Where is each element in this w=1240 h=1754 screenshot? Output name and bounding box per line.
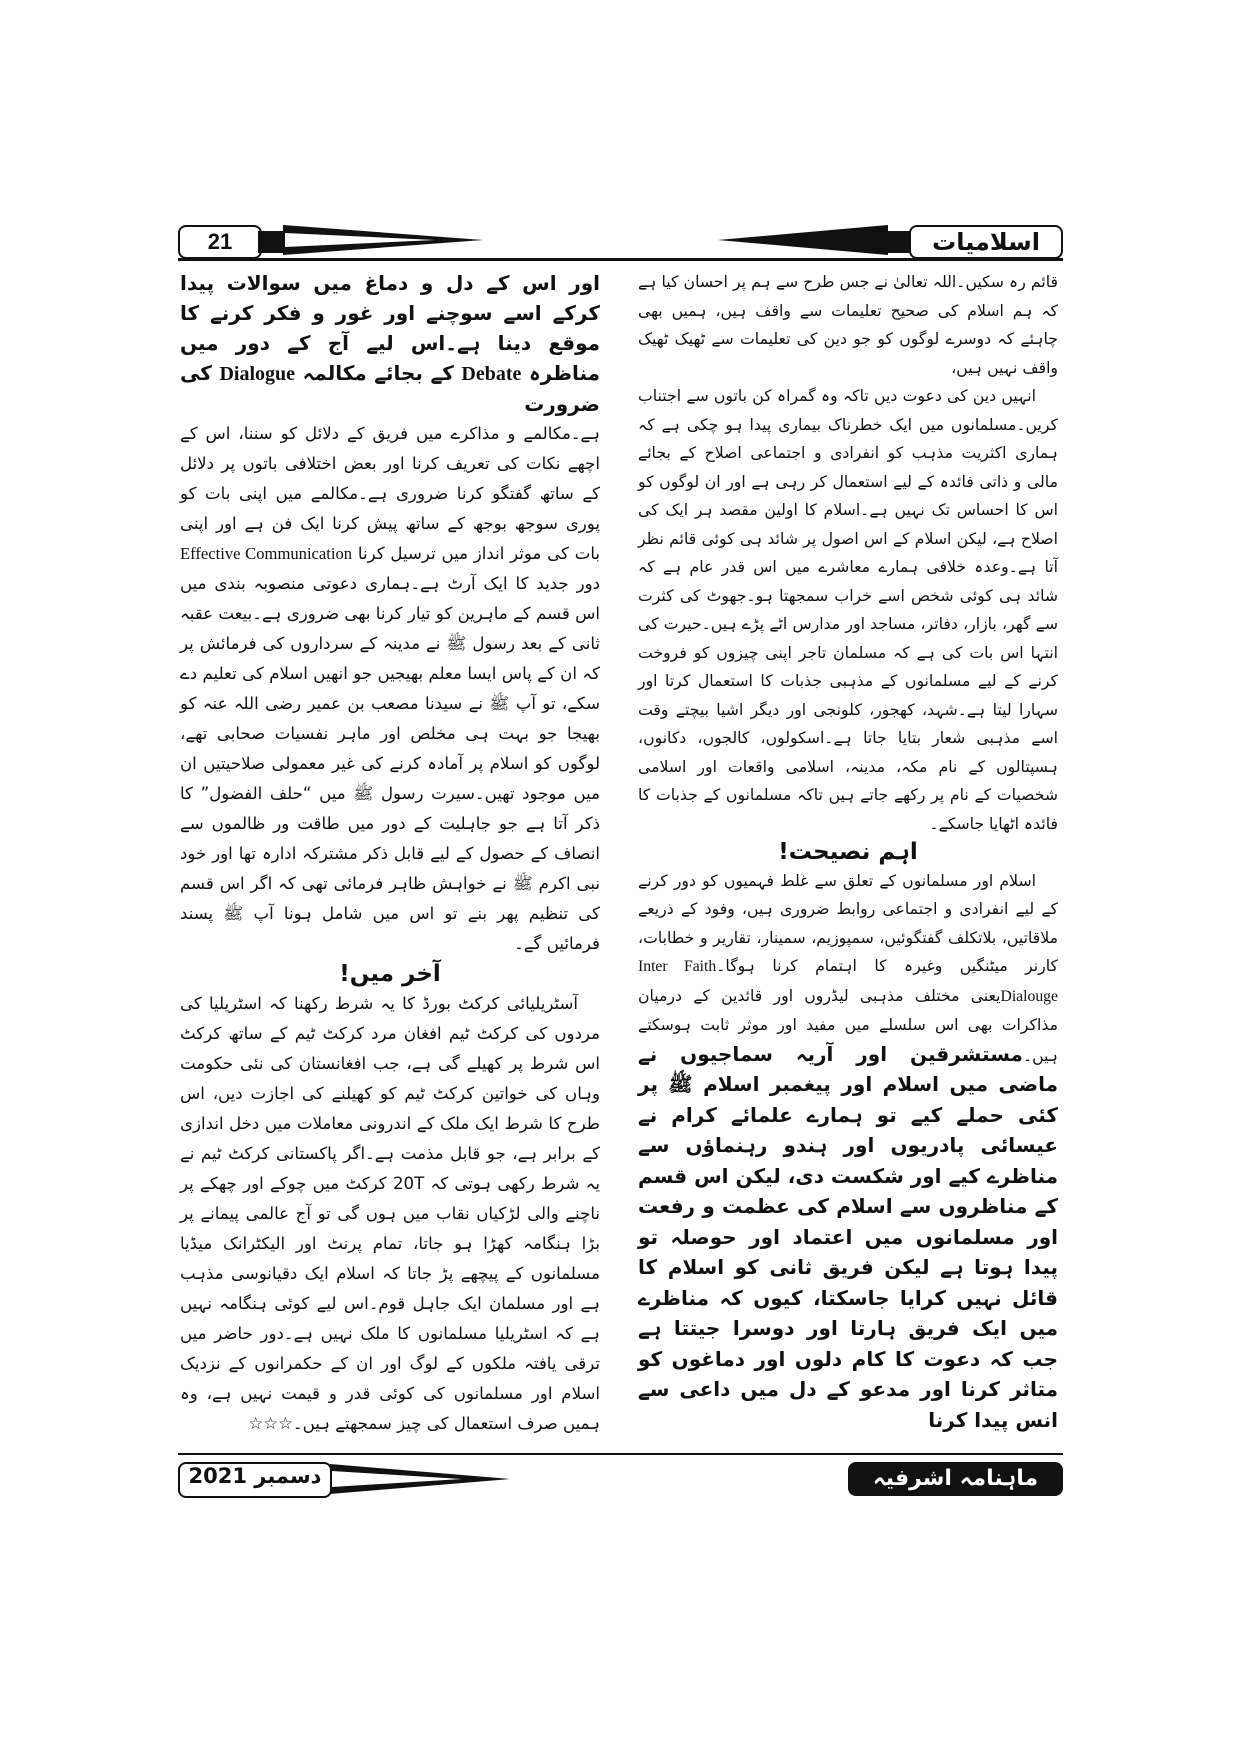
right-column <box>638 268 1058 1436</box>
header-wedge-right <box>718 225 888 255</box>
english-term: Inter Faith Dialouge <box>638 958 1058 1005</box>
english-term: Dialogue <box>219 363 295 385</box>
emphasized-text: مستشرقین اور آریہ سماجیوں نے ماضی میں اسلام اور پیغمبر اسلام ﷺ پر کئی حملے کیے تو ہمارے علمائے کرام نے عیسائی پادریوں اور ہندو رہنماؤں سے مناظرے کیے اور شکست دی، لیکن اس قسم کے مناظروں سے اسلام کی عظمت و رفعت اور مسلمانوں میں اعتماد اور حوصلہ تو پیدا ہوتا ہے لیکن فریق ثانی کو اسلام کا قائل نہیں کرایا جاسکتا، کیوں کہ مناظرے میں ایک فریق ہارتا اور دوسرا جیتتا ہے جب کہ دعوت کا کام دلوں اور دماغوں کو متاثر کرنا اور مدعو کے دل میں داعی سے انس پیدا کرنا <box>637 1041 1058 1432</box>
footer-wedge-left-inner <box>332 1471 462 1487</box>
page-footer <box>178 1462 1063 1502</box>
footer-rule <box>178 1453 1063 1455</box>
page-number: 21 <box>178 225 262 259</box>
header-ornament-left <box>258 231 286 253</box>
section-title: اسلامیات <box>909 225 1063 259</box>
english-term: Debate <box>461 363 522 385</box>
english-term: Effective Communication <box>180 544 353 563</box>
header-ornament-right <box>885 231 911 253</box>
page-header <box>178 225 1063 261</box>
paragraph: انہیں دین کی دعوت دیں تاکہ وہ گمراہ کن باتوں سے اجتناب کریں۔مسلمانوں میں ایک خطرناک بیماری پیدا ہو چکی ہے کہ ہماری اکثریت مذہب کو انفرادی و اجتماعی اصلاح کے بجائے مالی و ذاتی فائدہ کے لیے استعمال کر رہی ہے اور ان لوگوں کو اس کا احساس تک نہیں ہے۔اسلام کا اولین مقصد ہر ایک کی اصلاح ہے، لیکن اسلام کے اس اصول پر شائد ہی کوئی قائم نظر آتا ہے۔وعدہ خلافی ہمارے معاشرے میں اس قدر عام ہے کہ شائد ہی کوئی شخص اسے خراب سمجھتا ہو۔جھوٹ کی کثرت سے گھر، بازار، دفاتر، مساجد اور مدارس اٹے پڑے ہیں۔حیرت کی انتہا اس بات کی ہے کہ مسلمان تاجر اپنی چیزوں کو فروخت کرنے کے لیے مسلمانوں کے مذہبی جذبات کا استعمال کرتا اور سہارا لیتا ہے۔شہد، کھجور، کلونجی اور دیگر اشیا بیچتے وقت اسے مذہبی شعار بتایا جاتا ہے۔اسکولوں، کالجوں، دکانوں، ہسپتالوں کے نام مکہ، مدینہ، اسلامی واقعات اور اسلامی شخصیات کے نام پر رکھے جاتے ہیں تاکہ مسلمانوں کے جذبات کا فائدہ اٹھایا جاسکے۔ <box>638 386 1058 833</box>
header-wedge-left-inner <box>285 233 435 247</box>
text-run: کے بجائے مکالمہ <box>302 361 454 385</box>
emphasized-text <box>180 268 600 419</box>
magazine-name: ماہنامہ اشرفیہ <box>848 1462 1063 1496</box>
issue-date: دسمبر 2021 <box>178 1462 332 1498</box>
paragraph: قائم رہ سکیں۔اللہ تعالیٰ نے جس طرح سے ہم پر احسان کیا ہے کہ ہم اسلام کی صحیح تعلیمات سے واقف ہیں، ہمیں بھی چاہئے کہ دوسرے لوگوں کو جو دین کی تعلیمات سے ٹھیک ٹھیک واقف نہیں ہیں، <box>638 272 1058 377</box>
text-run: اسلام اور مسلمانوں کے تعلق سے غلط فہمیوں کو دور کرنے کے لیے انفرادی و اجتماعی روابط ضروری ہیں، وفود کے ذریعے ملاقاتیں، بلاتکلف گفتگوئیں، سمپوزیم، سمینار، تقاریر و خطابات، کارنر میٹنگیں وغیرہ کا اہتمام کرنا ہوگا۔ <box>638 870 1058 975</box>
section-heading: آخر میں! <box>339 961 441 987</box>
paragraph <box>180 419 600 959</box>
text-run: اور اس کے دل و دماغ میں سوالات پیدا کرکے اسے سوچنے اور غور و فکر کرنے کا موقع دینا ہے۔اس لیے آج کے دور میں مناظرہ <box>180 271 601 385</box>
paragraph <box>638 867 1058 1437</box>
text-run: ہے۔مکالمے و مذاکرے میں فریق کے دلائل کو سننا، اس کے اچھے نکات کی تعریف کرنا اور بعض اختلافی باتوں پر دلائل کے ساتھ گفتگو کرنا ضروری ہے۔مکالمے میں اپنی بات کو پوری سوجھ بوجھ کے ساتھ پیش کرنا ایک فن ہے اور اپنی بات کی موثر انداز میں ترسیل کرنا <box>180 424 601 563</box>
text-run: کی ضرورت <box>180 361 600 416</box>
left-column <box>180 268 600 1439</box>
text-run: دور جدید کا ایک آرٹ ہے۔ہماری دعوتی منصوبہ بندی میں اس قسم کے ماہرین کو تیار کرنا بھی ضروری ہے۔بیعت عقبہ ثانی کے بعد رسول ﷺ نے مدینہ کے سرداروں کی فرمائش پر کہ ان کے پاس ایسا معلم بھیجیں جو انھیں اسلام کی تعلیم دے سکے، تو آپ ﷺ نے سیدنا مصعب بن عمیر رضی اللہ عنہ کو بھیجا جو بہت ہی مخلص اور ماہر نفسیات صحابی تھے، لوگوں کو اسلام پر آمادہ کرنے کی غیر معمولی صلاحیتیں ان میں موجود تھیں۔سیرت رسول ﷺ میں “حلف الفضول” کا ذکر آتا ہے جو جاہلیت کے دور میں طاقت ور ظالموں سے انصاف کے حصول کے لیے قابل ذکر مشترکہ ادارہ تھا اور خود نبی اکرم ﷺ نے خواہش ظاہر فرمائی تھی کہ اگر اس قسم کی تنظیم پھر بنے تو اس میں شامل ہونا آپ ﷺ پسند فرمائیں گے۔ <box>180 574 600 953</box>
paragraph: آسٹریلیائی کرکٹ بورڈ کا یہ شرط رکھنا کہ اسٹریلیا کی مردوں کی کرکٹ ٹیم افغان مرد کرکٹ ٹیم کے ساتھ کرکٹ اس شرط پر کھیلے گی ہے، جب افغانستان کی نئی حکومت وہاں کی خواتین کرکٹ ٹیم کو کھیلنے کی اجازت دیں، اس طرح کا شرط ایک ملک کے اندرونی معاملات میں دخل اندازی کے برابر ہے، جو قابل مذمت ہے۔اگر پاکستانی کرکٹ ٹیم نے یہ شرط رکھی ہوتی کہ 20T کرکٹ میں چوکے اور چھکے پر ناچنے والی لڑکیاں نقاب میں ہوں گی تو آج عالمی پیمانے پر بڑا ہنگامہ کھڑا ہو جاتا، تمام پرنٹ اور الیکٹرانک میڈیا مسلمانوں کے پیچھے پڑ جاتا کہ اسلام ایک دقیانوسی مذہب ہے اور مسلمان ایک جاہل قوم۔اس لیے کوئی ہنگامہ نہیں ہے کہ اسٹریلیا مسلمانوں کا ملک نہیں ہے۔دور حاضر میں ترقی یافتہ ملکوں کے لوگ اور ان کے حکمرانوں کے نزدیک اسلام اور مسلمانوں کی کوئی قدر و قیمت نہیں ہے، وہ ہمیں صرف استعمال کی چیز سمجھتے ہیں۔☆☆☆ <box>180 994 600 1433</box>
text-run: یعنی مختلف مذہبی لیڈروں اور قائدین کے درمیان مذاکرات بھی اس سلسلے میں مفید اور موثر ثابت ہوسکتے ہیں۔ <box>638 985 1058 1065</box>
section-heading: اہم نصیحت! <box>778 839 918 865</box>
